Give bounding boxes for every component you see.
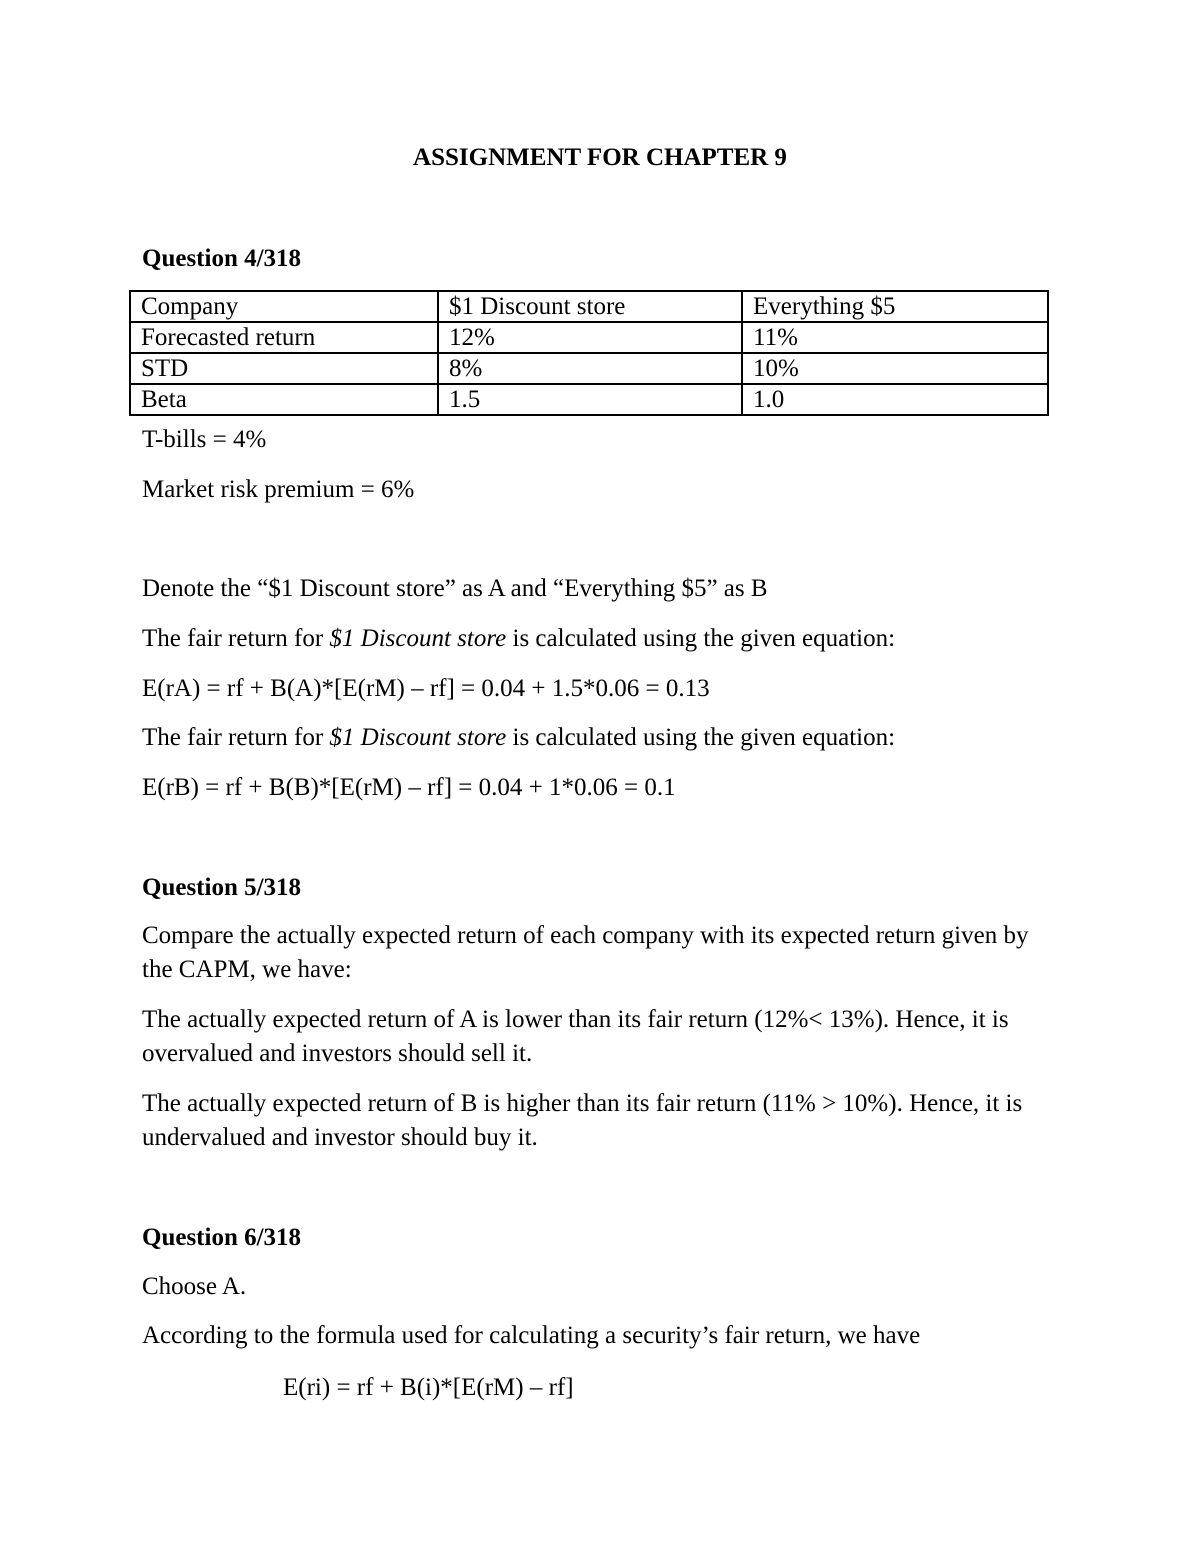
table-cell: 11% — [742, 322, 1048, 353]
question-4-heading: Question 4/318 — [142, 245, 302, 272]
question-5-heading: Question 5/318 — [142, 874, 302, 901]
table-row — [130, 353, 1048, 384]
market-risk-premium-line: Market risk premium = 6% — [142, 476, 415, 503]
compare-paragraph: Compare the actually expected return of each company with its expected return given by the CAPM, we have: — [142, 922, 1029, 983]
table-cell: 10% — [742, 353, 1048, 384]
fair-return-b-prefix: The fair return for — [142, 724, 330, 751]
result-b-paragraph: The actually expected return of B is higher than its fair return (11% > 10%). Hence, it is undervalued and investor should buy it. — [142, 1090, 1023, 1151]
tbills-line: T-bills = 4% — [142, 426, 267, 453]
choice-line: Choose A. — [142, 1273, 247, 1300]
fair-return-b-company: $1 Discount store — [329, 724, 507, 751]
fair-return-b-line — [142, 724, 895, 752]
denote-line: Denote the “$1 Discount store” as A and “Everything $5” as B — [142, 575, 768, 602]
table-cell: Forecasted return — [130, 322, 438, 353]
table-cell: 8% — [438, 353, 742, 384]
fair-return-a-company: $1 Discount store — [329, 625, 507, 652]
table-row — [130, 322, 1048, 353]
table-row — [130, 291, 1048, 322]
table-cell: Everything $5 — [742, 291, 1048, 322]
table-row — [130, 384, 1048, 415]
result-a-paragraph: The actually expected return of A is lower than its fair return (12%< 13%). Hence, it is overvalued and investors should sell it. — [142, 1006, 1009, 1067]
table-cell: $1 Discount store — [438, 291, 742, 322]
fair-return-a-line — [142, 625, 895, 653]
table-cell: Company — [130, 291, 438, 322]
table-cell: 1.5 — [438, 384, 742, 415]
fair-return-a-suffix: is calculated using the given equation: — [506, 625, 896, 652]
fair-return-a-prefix: The fair return for — [142, 625, 330, 652]
formula-intro-line: According to the formula used for calculating a security’s fair return, we have — [142, 1322, 921, 1349]
table-cell: STD — [130, 353, 438, 384]
equation-b: E(rB) = rf + B(B)*[E(rM) – rf] = 0.04 + 1*0.06 = 0.1 — [142, 774, 676, 801]
question-6-heading: Question 6/318 — [142, 1224, 302, 1251]
table-cell: 12% — [438, 322, 742, 353]
table-cell: 1.0 — [742, 384, 1048, 415]
page-title: ASSIGNMENT FOR CHAPTER 9 — [413, 144, 787, 171]
fair-return-b-suffix: is calculated using the given equation: — [506, 724, 896, 751]
company-data-table — [129, 290, 1049, 416]
equation-a: E(rA) = rf + B(A)*[E(rM) – rf] = 0.04 + 1.5*0.06 = 0.13 — [142, 675, 710, 702]
table-cell: Beta — [130, 384, 438, 415]
fair-return-formula: E(ri) = rf + B(i)*[E(rM) – rf] — [283, 1374, 574, 1401]
